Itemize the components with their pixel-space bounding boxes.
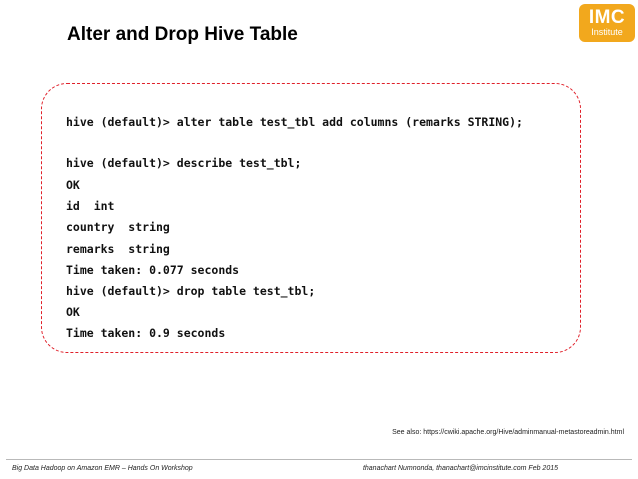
imc-institute-logo — [579, 4, 635, 42]
logo-main-text: IMC — [588, 6, 626, 28]
code-line: remarks string — [66, 242, 170, 256]
footer-author: thanachart Numnonda, thanachart@imcinstitute.com Feb 2015 — [362, 465, 558, 472]
code-line: country string — [66, 220, 170, 234]
code-line: OK — [66, 305, 80, 319]
slide-title: Alter and Drop Hive Table — [67, 24, 298, 45]
see-also-link[interactable]: See also: https://cwiki.apache.org/Hive/adminmanual-metastoreadmin.html — [392, 429, 624, 436]
code-line: hive (default)> alter table test_tbl add columns (remarks STRING); — [66, 115, 523, 129]
code-line: hive (default)> drop table test_tbl; — [66, 284, 316, 298]
code-line: OK — [66, 178, 80, 192]
code-line: id int — [66, 199, 115, 213]
code-line: Time taken: 0.9 seconds — [66, 326, 226, 340]
code-line: Time taken: 0.077 seconds — [66, 263, 240, 277]
footer-divider — [6, 459, 632, 460]
footer-workshop-title: Big Data Hadoop on Amazon EMR – Hands On Workshop — [12, 465, 193, 472]
logo-sub-text: Institute — [591, 26, 623, 37]
code-line: hive (default)> describe test_tbl; — [66, 156, 302, 170]
